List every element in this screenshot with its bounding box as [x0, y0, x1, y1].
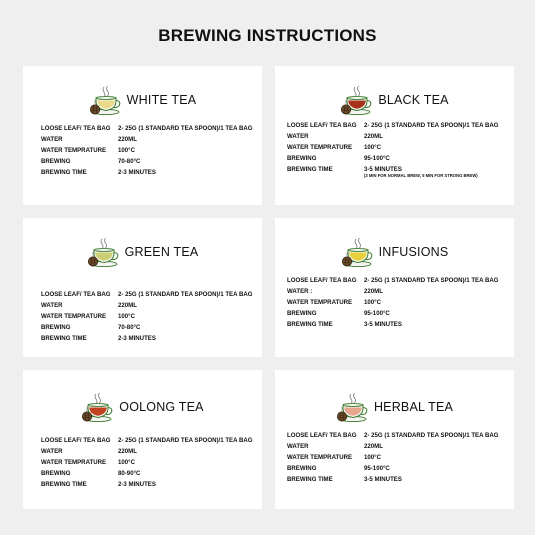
row-leaf — [41, 123, 256, 134]
tea-cup-icon — [81, 390, 115, 424]
value-water: 220ML — [118, 302, 137, 309]
value-brewing: 95-100°C — [364, 310, 390, 317]
row-leaf — [287, 120, 508, 131]
label-leaf: LOOSE LEAF/ TEA BAG — [287, 277, 357, 284]
value-temp: 100°C — [364, 454, 382, 461]
row-water — [41, 446, 256, 457]
label-brewing: BREWING — [41, 324, 71, 331]
card-oolong-tea — [23, 370, 262, 509]
tea-name: OOLONG TEA — [119, 400, 204, 414]
tea-name: BLACK TEA — [378, 93, 449, 107]
tea-cup-icon — [341, 235, 375, 269]
label-brewing: BREWING — [41, 470, 71, 477]
label-water: WATER — [41, 136, 63, 143]
value-brewing: 80-90°C — [118, 470, 141, 477]
row-water — [287, 286, 508, 297]
label-temp: WATER TEMPRATURE — [41, 313, 107, 320]
value-time: 3-5 MINUTES — [364, 166, 402, 173]
value-leaf: 2- 25G (1 STANDARD TEA SPOON)/1 TEA BAG — [364, 432, 499, 439]
card-herbal-tea — [275, 370, 514, 509]
label-water: WATER — [287, 133, 309, 140]
tea-name: HERBAL TEA — [373, 400, 454, 414]
value-water: 220ML — [364, 133, 383, 140]
value-leaf: 2- 25G (1 STANDARD TEA SPOON)/1 TEA BAG — [364, 277, 499, 284]
instructions — [41, 289, 256, 344]
card-header — [23, 235, 262, 269]
label-temp: WATER TEMPRATURE — [287, 144, 353, 151]
label-temp: WATER TEMPRATURE — [41, 459, 107, 466]
row-brewing — [287, 463, 508, 474]
label-brewing: BREWING — [41, 158, 71, 165]
row-leaf — [287, 430, 508, 441]
row-leaf — [41, 289, 256, 300]
card-header — [23, 390, 262, 424]
value-temp: 100°C — [118, 459, 136, 466]
value-water: 220ML — [118, 448, 137, 455]
card-header — [23, 83, 262, 117]
row-time — [41, 167, 256, 178]
value-temp: 100°C — [364, 299, 382, 306]
card-header — [275, 235, 514, 269]
value-leaf: 2- 25G (1 STANDARD TEA SPOON)/1 TEA BAG — [118, 437, 253, 444]
tea-name: WHITE TEA — [126, 93, 197, 107]
label-water: WATER — [41, 448, 63, 455]
value-brewing: 70-80°C — [118, 324, 141, 331]
value-leaf: 2- 25G (1 STANDARD TEA SPOON)/1 TEA BAG — [118, 125, 253, 132]
value-time: 3-5 MINUTES — [364, 321, 402, 328]
value-leaf: 2- 25G (1 STANDARD TEA SPOON)/1 TEA BAG — [364, 122, 499, 129]
value-brewing: 95-100°C — [364, 465, 390, 472]
row-brewing — [41, 322, 256, 333]
label-time: BREWING TIME — [41, 335, 87, 342]
instructions — [287, 430, 508, 485]
instructions — [41, 123, 256, 178]
row-leaf — [41, 435, 256, 446]
row-water — [287, 441, 508, 452]
page-title: BREWING INSTRUCTIONS — [158, 26, 377, 45]
value-brewing: 95-100°C — [364, 155, 390, 162]
row-leaf — [287, 275, 508, 286]
row-temp — [287, 452, 508, 463]
card-green-tea — [23, 218, 262, 357]
label-brewing: BREWING — [287, 465, 317, 472]
tea-cup-icon — [336, 390, 370, 424]
value-water: 220ML — [364, 288, 383, 295]
label-time: BREWING TIME — [287, 321, 333, 328]
row-time — [287, 319, 508, 330]
row-temp — [41, 457, 256, 468]
value-time: 3-5 MINUTES — [364, 476, 402, 483]
label-water: WATER — [41, 302, 63, 309]
label-time: BREWING TIME — [41, 481, 87, 488]
card-white-tea — [23, 66, 262, 205]
label-time: BREWING TIME — [41, 169, 87, 176]
value-water: 220ML — [364, 443, 383, 450]
value-leaf: 2- 25G (1 STANDARD TEA SPOON)/1 TEA BAG — [118, 291, 253, 298]
label-temp: WATER TEMPRATURE — [287, 299, 353, 306]
label-time: BREWING TIME — [287, 476, 333, 483]
card-header — [275, 83, 514, 117]
row-water — [41, 134, 256, 145]
value-time: 2-3 MINUTES — [118, 335, 156, 342]
row-time — [41, 479, 256, 490]
label-leaf: LOOSE LEAF/ TEA BAG — [287, 432, 357, 439]
tea-name: GREEN TEA — [124, 245, 199, 259]
tea-cup-icon — [340, 83, 374, 117]
label-leaf: LOOSE LEAF/ TEA BAG — [287, 122, 357, 129]
tea-cup-icon — [89, 83, 123, 117]
label-leaf: LOOSE LEAF/ TEA BAG — [41, 125, 111, 132]
instructions — [287, 120, 508, 178]
label-leaf: LOOSE LEAF/ TEA BAG — [41, 437, 111, 444]
tea-name: INFUSIONS — [378, 245, 449, 259]
row-water — [287, 131, 508, 142]
row-brewing — [41, 156, 256, 167]
value-water: 220ML — [118, 136, 137, 143]
row-temp — [41, 311, 256, 322]
value-brewing: 70-80°C — [118, 158, 141, 165]
label-brewing: BREWING — [287, 310, 317, 317]
card-black-tea — [275, 66, 514, 205]
row-temp — [41, 145, 256, 156]
instructions — [287, 275, 508, 330]
row-brewing — [41, 468, 256, 479]
row-time — [287, 474, 508, 485]
label-temp: WATER TEMPRATURE — [41, 147, 107, 154]
card-header — [275, 390, 514, 424]
value-temp: 100°C — [118, 147, 136, 154]
label-water: WATER — [287, 443, 309, 450]
instructions — [41, 435, 256, 490]
row-brewing — [287, 308, 508, 319]
label-brewing: BREWING — [287, 155, 317, 162]
label-temp: WATER TEMPRATURE — [287, 454, 353, 461]
value-time: 2-3 MINUTES — [118, 481, 156, 488]
value-time: 2-3 MINUTES — [118, 169, 156, 176]
label-time: BREWING TIME — [287, 166, 333, 173]
row-temp — [287, 142, 508, 153]
row-brewing — [287, 153, 508, 164]
card-infusions — [275, 218, 514, 357]
row-water — [41, 300, 256, 311]
brew-note: (3 MIN FOR NORMAL BREW, 5 MIN FOR STRONG BREW) — [364, 173, 478, 178]
value-temp: 100°C — [118, 313, 136, 320]
row-temp — [287, 297, 508, 308]
label-water: WATER : — [287, 288, 313, 295]
row-time — [41, 333, 256, 344]
value-temp: 100°C — [364, 144, 382, 151]
label-leaf: LOOSE LEAF/ TEA BAG — [41, 291, 111, 298]
tea-cup-icon — [87, 235, 121, 269]
